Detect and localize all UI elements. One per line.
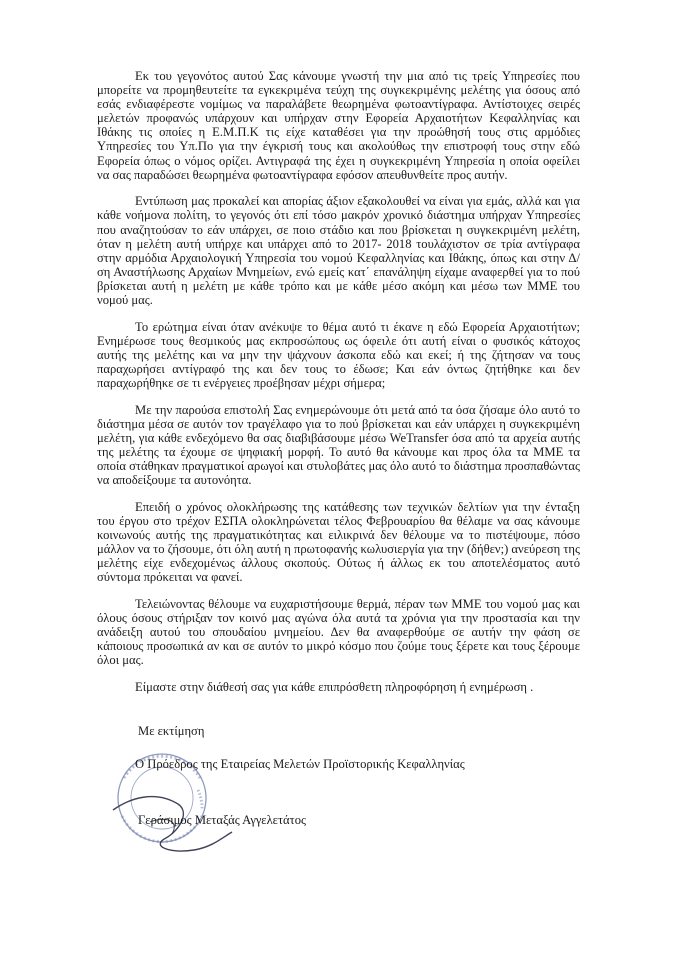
paragraph-3: Το ερώτημα είναι όταν ανέκυψε το θέμα αυτό τι έκανε η εδώ Εφορεία Αρχαιοτήτων; Ενημέρωσε τους θεσμικούς μας εκπροσώπους ως όφειλε ότι αυτή είναι ο φυσικός κάτοχος αυτής της μελέτης και να μην την ψάχνουν άσκοπα εδώ και εκεί; ή της ζήτησαν να τους παραχωρήσει αντίγραφό της και δεν τους το έδωσε; Και εάν όντως ζητήθηκε και δεν παραχωρήθηκε σε τι ενέργειες προέβησαν μέχρι σήμερα; bbox=[97, 319, 580, 391]
paragraph-7: Είμαστε στην διάθεσή σας για κάθε επιπρόσθετη πληροφόρηση ή ενημέρωση . bbox=[135, 680, 534, 695]
signatory-title: Ο Πρόεδρος της Εταιρείας Μελετών Προϊστορικής Κεφαλληνίας bbox=[135, 757, 465, 771]
paragraph-4: Με την παρούσα επιστολή Σας ενημερώνουμε ότι μετά από τα όσα ζήσαμε όλο αυτό το διάστημα μέσα σε αυτόν τον τραγέλαφο για το πού βρίσκεται και εάν υπάρχει η συγκεκριμένη μελέτη, για κάθε ενδεχόμενο θα σας διαβιβάσουμε μέσω WeTransfer όσα από τα αρχεία αυτής της μελέτης τα έχουμε σε ψηφιακή μορφή. Το αυτό θα κάνουμε και προς όλα τα ΜΜΕ τα οποία στάθηκαν πραγματικοί αρωγοί και στυλοβάτες μας όλο αυτό το διάστημα προσπαθώντας να αποδείξουμε τα αυτονόητα. bbox=[97, 402, 580, 488]
paragraph-6: Τελειώνοντας θέλουμε να ευχαριστήσουμε θερμά, πέραν των ΜΜΕ του νομού μας και όλους όσους στήριξαν τον κοινό μας αγώνα όλα αυτά τα χρόνια για την προστασία και την ανάδειξη αυτού του σπουδαίου μνημείου. Δεν θα αναφερθούμε σε αυτήν την φάση σε κάποιους προσωπικά αν και σε αυτόν το μικρό κόσμο που ζούμε τους ξέρετε και τους ξέρουμε όλοι μας. bbox=[97, 597, 580, 668]
paragraph-5: Επειδή ο χρόνος ολοκλήρωσης της κατάθεσης των τεχνικών δελτίων για την ένταξη του έργου στο τρέχον ΕΣΠΑ ολοκληρώνεται τέλος Φεβρουαρίου θα θέλαμε να σας κάνουμε κοινωνούς αυτής της πραγματικότητας και ειλικρινά δεν θέλουμε να το πιστέψουμε, πόσο μάλλον να το ζήσουμε, ότι όλη αυτή η πρωτοφανής κωλυσιεργία για την (δήθεν;) ανεύρεση της μελέτης είχε ενδεχομένως άλλους σκοπούς. Ούτως ή άλλως εκ του αποτελέσματος αυτό σύντομα πρόκειται να φανεί. bbox=[97, 499, 580, 585]
paragraph-1: Εκ του γεγονότος αυτού Σας κάνουμε γνωστή την μια από τις τρείς Υπηρεσίες που μπορείτε να προμηθευτείτε τα εγκεκριμένα τεύχη της συγκεκριμένης μελέτης για όσους από εσάς ενδιαφέρεστε νομίμως να παραλάβετε θεωρημένα φωτοαντίγραφα. Αντίστοιχες σειρές μελετών προφανώς υπάρχουν και υπήρχαν στην Εφορεία Αρχαιοτήτων Κεφαλληνίας και Ιθάκης τις οποίες η Ε.Μ.Π.Κ τις είχε καταθέσει για την προώθησή τους στις αρμόδιες Υπηρεσίες του Υπ.Πο για την έγκρισή τους και ακολούθως την επιστροφή τους στην εδώ Εφορεία όπως ο νόμος ορίζει. Αντιγραφά της έχει η συγκεκριμένη Υπηρεσία η οποία οφείλει να σας παραδώσει θεωρημένα φωτοαντίγραφα εφόσον απευθυνθείτε προς αυτήν. bbox=[97, 69, 580, 182]
signatory-name: Γεράσιμος Μεταξάς Αγγελετάτος bbox=[138, 813, 306, 827]
letter-body bbox=[97, 69, 580, 707]
paragraph-2: Εντύπωση μας προκαλεί και απορίας άξιον εξακολουθεί να είναι για εμάς, αλλά και για κάθε νοήμονα πολίτη, το γεγονός ότι επί τόσο μακρόν χρονικό διάστημα υπήρχαν Υπηρεσίες που αναζητούσαν το εάν υπάρχει, σε ποιο στάδιο και που βρίσκεται η συγκεκριμένη μελέτη, όταν η μελέτη αυτή υπήρχε και υπάρχει από το 2017- 2018 τουλάχιστον σε τρία αντίγραφα στην αρμόδια Αρχαιολογική Υπηρεσία του νομού Κεφαλληνίας και Ιθάκης, όπως και στην Δ/ση Αναστήλωσης Αρχαίων Μνημείων, ενώ εμείς κατ΄ επανάληψη είχαμε αναφερθεί για το πού βρίσκεται αυτή η μελέτη με κάθε τρόπο και με κάθε μέσο ακόμη και μέσω των ΜΜΕ του νομού μας. bbox=[97, 194, 580, 307]
closing-salutation: Με εκτίμηση bbox=[138, 724, 205, 738]
